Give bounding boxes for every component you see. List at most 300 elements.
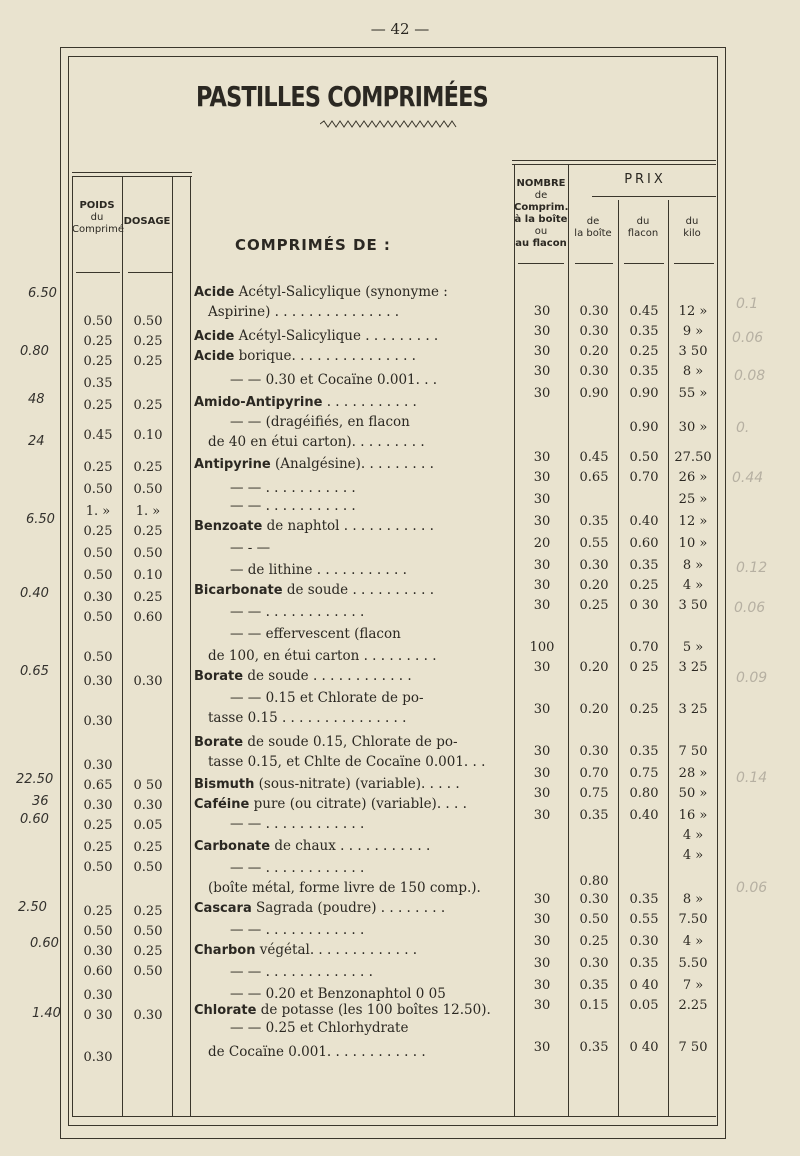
prix-boite-cell: 0.25 bbox=[579, 934, 609, 949]
dosage-cell: 0 50 bbox=[133, 778, 163, 793]
prix-kilo-cell: 10 » bbox=[678, 536, 708, 551]
poids-cell: 0.25 bbox=[83, 334, 113, 349]
nombre-cell: 30 bbox=[533, 912, 551, 927]
entry-row bbox=[194, 370, 550, 390]
entry-row bbox=[194, 346, 514, 367]
dosage-cell: 0.25 bbox=[133, 460, 163, 475]
poids-cell: 0.30 bbox=[83, 988, 113, 1003]
dosage-cell: 0.60 bbox=[133, 610, 163, 625]
entry-row bbox=[194, 560, 550, 580]
handwritten-note: 0.65 bbox=[20, 664, 49, 679]
nombre-cell: 30 bbox=[533, 598, 551, 613]
prix-kilo-cell: 26 » bbox=[678, 470, 708, 485]
prix-kilo-cell: 28 » bbox=[678, 766, 708, 781]
entry-row bbox=[194, 478, 550, 498]
handwritten-note: 24 bbox=[28, 434, 45, 449]
prix-kilo-cell: 3 25 bbox=[678, 702, 708, 717]
entry-text: — — . . . . . . . . . . . . bbox=[230, 860, 365, 876]
prix-flacon-cell: 0.90 bbox=[629, 420, 659, 435]
prix-boite-cell: 0.30 bbox=[579, 324, 609, 339]
prix-boite-cell: 0.20 bbox=[579, 660, 609, 675]
prix-flacon-cell: 0.25 bbox=[629, 344, 659, 359]
prix-boite-cell: 0.15 bbox=[579, 998, 609, 1013]
header-underline bbox=[624, 263, 664, 264]
entry-name: Borate bbox=[194, 669, 244, 684]
table-rule bbox=[512, 160, 716, 161]
prix-flacon-cell: 0.40 bbox=[629, 514, 659, 529]
prix-boite-cell: 0.90 bbox=[579, 386, 609, 401]
entry-text: Acétyl-Salicylique . . . . . . . . . bbox=[234, 328, 439, 344]
nombre-cell: 30 bbox=[533, 934, 551, 949]
prix-flacon-cell: 0.35 bbox=[629, 324, 659, 339]
prix-boite-cell: 0.35 bbox=[579, 808, 609, 823]
header-underline bbox=[128, 272, 172, 273]
poids-cell: 0.30 bbox=[83, 590, 113, 605]
nombre-cell: 30 bbox=[533, 558, 551, 573]
prix-kilo-cell: 9 » bbox=[682, 324, 704, 339]
poids-cell: 0.50 bbox=[83, 314, 113, 329]
entry-row bbox=[194, 602, 550, 622]
nombre-cell: 20 bbox=[533, 536, 551, 551]
header-dosage bbox=[122, 216, 172, 228]
column-rule bbox=[668, 200, 669, 1116]
page-number: — 42 — bbox=[370, 20, 430, 38]
prix-flacon-cell: 0.25 bbox=[629, 702, 659, 717]
header-poids bbox=[72, 200, 122, 236]
header-prix-flacon-2: flacon bbox=[627, 228, 659, 239]
entry-row bbox=[194, 454, 514, 475]
poids-cell: 0.45 bbox=[83, 428, 113, 443]
prix-flacon-cell: 0.60 bbox=[629, 536, 659, 551]
entry-text: végétal. . . . . . . . . . . . . bbox=[255, 942, 418, 958]
entry-row bbox=[194, 282, 514, 303]
prix-kilo-cell: 8 » bbox=[682, 558, 704, 573]
prix-kilo-cell: 2.25 bbox=[678, 998, 708, 1013]
nombre-cell: 30 bbox=[533, 786, 551, 801]
prix-kilo-cell: 3 50 bbox=[678, 598, 708, 613]
table-rule bbox=[512, 164, 716, 165]
nombre-cell: 30 bbox=[533, 304, 551, 319]
prix-flacon-cell: 0.70 bbox=[629, 640, 659, 655]
prix-kilo-cell: 4 » bbox=[682, 934, 704, 949]
dosage-cell: 0.25 bbox=[133, 334, 163, 349]
entry-text: de soude 0.15, Chlorate de po- bbox=[243, 734, 458, 750]
entry-row bbox=[194, 302, 528, 322]
entry-row bbox=[194, 858, 550, 878]
prix-boite-cell: 0.45 bbox=[579, 450, 609, 465]
poids-cell: 0.30 bbox=[83, 758, 113, 773]
prix-kilo-cell: 27.50 bbox=[674, 450, 712, 465]
header-nombre-flacon: au flacon bbox=[515, 238, 567, 249]
poids-cell: 0.25 bbox=[83, 398, 113, 413]
entry-name: Bismuth bbox=[194, 777, 255, 792]
prix-flacon-cell: 0 40 bbox=[629, 1040, 659, 1055]
pencil-mark: 0.06 bbox=[736, 880, 768, 896]
entry-text: de soude . . . . . . . . . . bbox=[282, 582, 434, 598]
entry-text: de 40 en étui carton). . . . . . . . . bbox=[208, 434, 425, 450]
dosage-cell: 0.10 bbox=[133, 428, 163, 443]
entry-text: (boîte métal, forme livre de 150 comp.). bbox=[208, 880, 481, 896]
header-nombre-boite: à la boîte bbox=[514, 214, 568, 225]
prix-boite-cell: 0.50 bbox=[579, 912, 609, 927]
entry-name: Amido-Antipyrine bbox=[194, 395, 323, 410]
entry-row bbox=[194, 814, 550, 834]
prix-flacon-cell: 0.35 bbox=[629, 744, 659, 759]
entry-row bbox=[194, 732, 514, 753]
poids-cell: 0.30 bbox=[83, 1050, 113, 1065]
nombre-cell: 30 bbox=[533, 892, 551, 907]
dosage-cell: 0.25 bbox=[133, 944, 163, 959]
poids-cell: 0.60 bbox=[83, 964, 113, 979]
poids-cell: 0.25 bbox=[83, 904, 113, 919]
prix-boite-cell: 0.75 bbox=[579, 786, 609, 801]
prix-kilo-cell: 12 » bbox=[678, 514, 708, 529]
prix-kilo-cell: 4 » bbox=[682, 848, 704, 863]
header-prix-boite-1: de bbox=[586, 216, 600, 227]
poids-cell: 0.25 bbox=[83, 524, 113, 539]
entry-text: pure (ou citrate) (variable). . . . bbox=[249, 796, 467, 812]
entry-text: tasse 0.15 . . . . . . . . . . . . . . . bbox=[208, 710, 407, 726]
entry-name: Bicarbonate bbox=[194, 583, 283, 598]
poids-cell: 0.65 bbox=[83, 778, 113, 793]
prix-boite-cell: 0.20 bbox=[579, 702, 609, 717]
pencil-mark: 0.08 bbox=[734, 368, 766, 384]
nombre-cell: 30 bbox=[533, 766, 551, 781]
prix-boite-cell: 0.30 bbox=[579, 956, 609, 971]
table-rule bbox=[72, 172, 192, 173]
poids-cell: 0.50 bbox=[83, 924, 113, 939]
entry-text: — de lithine . . . . . . . . . . . bbox=[230, 562, 407, 578]
entry-text: — — . . . . . . . . . . . . bbox=[230, 816, 365, 832]
entry-text: de potasse (les 100 boîtes 12.50). bbox=[256, 1002, 491, 1018]
prix-flacon-cell: 0.35 bbox=[629, 892, 659, 907]
prix-kilo-cell: 12 » bbox=[678, 304, 708, 319]
entry-text: — — (dragéifiés, en flacon bbox=[230, 414, 410, 430]
entry-row bbox=[194, 920, 550, 940]
dosage-cell: 0.50 bbox=[133, 482, 163, 497]
entry-row bbox=[194, 836, 514, 857]
entry-row bbox=[194, 580, 514, 601]
entry-text: de 100, en étui carton . . . . . . . . . bbox=[208, 648, 437, 664]
dosage-cell: 0.25 bbox=[133, 398, 163, 413]
prix-boite-cell: 0.20 bbox=[579, 578, 609, 593]
entry-row bbox=[194, 1042, 528, 1062]
entry-name: Antipyrine bbox=[194, 457, 271, 472]
prix-flacon-cell: 0.75 bbox=[629, 766, 659, 781]
pencil-mark: 0.1 bbox=[736, 296, 759, 312]
column-rule bbox=[190, 176, 191, 1116]
pencil-mark: 0.12 bbox=[736, 560, 768, 576]
prix-boite-cell: 0.80 bbox=[579, 874, 609, 889]
column-rule bbox=[618, 200, 619, 1116]
header-nombre-comprim: Comprim. bbox=[514, 202, 569, 213]
poids-cell: 0.30 bbox=[83, 674, 113, 689]
prix-kilo-cell: 7 50 bbox=[678, 1040, 708, 1055]
entry-text: (Analgésine). . . . . . . . . bbox=[270, 456, 434, 472]
prix-flacon-cell: 0.90 bbox=[629, 386, 659, 401]
entry-name: Acide bbox=[194, 329, 235, 344]
prix-rule bbox=[592, 196, 716, 197]
table-rule bbox=[72, 176, 192, 177]
header-prix-kilo-2: kilo bbox=[683, 228, 701, 239]
prix-flacon-cell: 0.30 bbox=[629, 934, 659, 949]
prix-flacon-cell: 0.35 bbox=[629, 558, 659, 573]
nombre-cell: 30 bbox=[533, 470, 551, 485]
nombre-cell: 30 bbox=[533, 450, 551, 465]
handwritten-note: 6.50 bbox=[26, 512, 55, 527]
prix-flacon-cell: 0.25 bbox=[629, 578, 659, 593]
prix-boite-cell: 0.20 bbox=[579, 344, 609, 359]
header-poids-du: du bbox=[90, 212, 104, 223]
table-bottom-rule bbox=[72, 1116, 716, 1117]
pencil-mark: 0. bbox=[736, 420, 750, 436]
entry-row bbox=[194, 708, 528, 728]
entry-text: Aspirine) . . . . . . . . . . . . . . . bbox=[208, 304, 400, 320]
prix-flacon-cell: 0.35 bbox=[629, 364, 659, 379]
entry-row bbox=[194, 516, 514, 537]
poids-cell: 0 30 bbox=[83, 1008, 113, 1023]
dosage-cell: 0.25 bbox=[133, 904, 163, 919]
prix-kilo-cell: 3 25 bbox=[678, 660, 708, 675]
entry-text: de naphtol . . . . . . . . . . . bbox=[262, 518, 434, 534]
nombre-cell: 30 bbox=[533, 514, 551, 529]
prix-boite-cell: 0.65 bbox=[579, 470, 609, 485]
column-rule bbox=[568, 164, 569, 1116]
dosage-cell: 1. » bbox=[135, 504, 161, 519]
pencil-mark: 0.14 bbox=[736, 770, 768, 786]
entry-name: Chlorate bbox=[194, 1003, 257, 1018]
entry-text: — - — bbox=[230, 540, 271, 556]
prix-boite-cell: 0.25 bbox=[579, 598, 609, 613]
handwritten-note: 0.60 bbox=[30, 936, 59, 951]
entry-name: Cascara bbox=[194, 901, 252, 916]
prix-flacon-cell: 0.70 bbox=[629, 470, 659, 485]
entry-name: Charbon bbox=[194, 943, 256, 958]
dosage-cell: 0.10 bbox=[133, 568, 163, 583]
prix-flacon-cell: 0 30 bbox=[629, 598, 659, 613]
entry-row bbox=[194, 646, 528, 666]
prix-kilo-cell: 7.50 bbox=[678, 912, 708, 927]
header-nombre-label: NOMBRE bbox=[516, 178, 566, 189]
prix-flacon-cell: 0 25 bbox=[629, 660, 659, 675]
handwritten-note: 0.60 bbox=[20, 812, 49, 827]
entry-text: de chaux . . . . . . . . . . . bbox=[270, 838, 431, 854]
poids-cell: 0.50 bbox=[83, 860, 113, 875]
entry-row bbox=[194, 962, 550, 982]
pencil-mark: 0.44 bbox=[732, 470, 764, 486]
header-poids-label: POIDS bbox=[79, 200, 115, 211]
nombre-cell: 30 bbox=[533, 324, 551, 339]
entry-text: — — 0.15 et Chlorate de po- bbox=[230, 690, 424, 706]
entry-text: (sous-nitrate) (variable). . . . . bbox=[254, 776, 460, 792]
prix-boite-cell: 0.35 bbox=[579, 978, 609, 993]
poids-cell: 0.50 bbox=[83, 482, 113, 497]
prix-flacon-cell: 0.55 bbox=[629, 912, 659, 927]
prix-boite-cell: 0.30 bbox=[579, 364, 609, 379]
poids-cell: 0.50 bbox=[83, 610, 113, 625]
entry-row bbox=[194, 496, 550, 516]
nombre-cell: 100 bbox=[529, 640, 555, 655]
entry-row bbox=[194, 326, 514, 347]
header-prix-kilo-1: du bbox=[685, 216, 699, 227]
dosage-cell: 0.50 bbox=[133, 924, 163, 939]
nombre-cell: 30 bbox=[533, 998, 551, 1013]
entry-name: Carbonate bbox=[194, 839, 271, 854]
entry-row bbox=[194, 940, 514, 961]
header-underline bbox=[518, 263, 564, 264]
header-prix: PRIX bbox=[624, 172, 666, 187]
prix-boite-cell: 0.35 bbox=[579, 1040, 609, 1055]
handwritten-note: 36 bbox=[32, 794, 49, 809]
prix-kilo-cell: 25 » bbox=[678, 492, 708, 507]
handwritten-note: 48 bbox=[28, 392, 45, 407]
entry-row bbox=[194, 1018, 550, 1038]
handwritten-note: 2.50 bbox=[18, 900, 47, 915]
dosage-cell: 0.30 bbox=[133, 1008, 163, 1023]
nombre-cell: 30 bbox=[533, 1040, 551, 1055]
pencil-mark: 0.09 bbox=[736, 670, 768, 686]
pencil-mark: 0.06 bbox=[734, 600, 766, 616]
entry-text: Acétyl-Salicylique (synonyme : bbox=[234, 284, 448, 300]
entry-text: tasse 0.15, et Chlte de Cocaïne 0.001. . . bbox=[208, 754, 486, 770]
entry-row bbox=[194, 774, 514, 795]
pencil-mark: 0.06 bbox=[732, 330, 764, 346]
handwritten-note: 1.40 bbox=[32, 1006, 61, 1021]
dosage-cell: 0.50 bbox=[133, 546, 163, 561]
handwritten-note: 6.50 bbox=[28, 286, 57, 301]
entry-name: Acide bbox=[194, 349, 235, 364]
header-nombre-de: de bbox=[534, 190, 548, 201]
poids-cell: 0.25 bbox=[83, 460, 113, 475]
prix-kilo-cell: 4 » bbox=[682, 578, 704, 593]
poids-cell: 0.25 bbox=[83, 354, 113, 369]
column-rule bbox=[172, 176, 173, 1116]
header-prix-boite-2: la boîte bbox=[574, 228, 612, 239]
prix-flacon-cell: 0 40 bbox=[629, 978, 659, 993]
header-underline bbox=[575, 263, 613, 264]
prix-kilo-cell: 5 » bbox=[682, 640, 704, 655]
prix-boite-cell: 0.30 bbox=[579, 892, 609, 907]
entry-text: Sagrada (poudre) . . . . . . . . bbox=[251, 900, 446, 916]
poids-cell: 0.50 bbox=[83, 546, 113, 561]
header-dosage-label: DOSAGE bbox=[123, 216, 171, 227]
poids-cell: 0.35 bbox=[83, 376, 113, 391]
dosage-cell: 0.30 bbox=[133, 798, 163, 813]
nombre-cell: 30 bbox=[533, 702, 551, 717]
nombre-cell: 30 bbox=[533, 578, 551, 593]
header-comprimes: COMPRIMÉS DE : bbox=[235, 236, 391, 254]
dosage-cell: 0.50 bbox=[133, 964, 163, 979]
header-prix-flacon bbox=[618, 216, 668, 240]
prix-flacon-cell: 0.80 bbox=[629, 786, 659, 801]
nombre-cell: 30 bbox=[533, 660, 551, 675]
entry-text: — — . . . . . . . . . . . bbox=[230, 498, 356, 514]
prix-boite-cell: 0.30 bbox=[579, 558, 609, 573]
prix-flacon-cell: 0.40 bbox=[629, 808, 659, 823]
poids-cell: 0.30 bbox=[83, 714, 113, 729]
dosage-cell: 0.25 bbox=[133, 840, 163, 855]
column-rule bbox=[72, 176, 73, 1116]
nombre-cell: 30 bbox=[533, 364, 551, 379]
dosage-cell: 0.25 bbox=[133, 590, 163, 605]
prix-kilo-cell: 3 50 bbox=[678, 344, 708, 359]
handwritten-note: 0.40 bbox=[20, 586, 49, 601]
prix-kilo-cell: 7 50 bbox=[678, 744, 708, 759]
handwritten-note: 22.50 bbox=[16, 772, 54, 787]
nombre-cell: 30 bbox=[533, 978, 551, 993]
entry-name: Benzoate bbox=[194, 519, 263, 534]
handwritten-note: 0.80 bbox=[20, 344, 49, 359]
entry-text: — — . . . . . . . . . . . . . bbox=[230, 964, 373, 980]
entry-name: Caféine bbox=[194, 797, 250, 812]
nombre-cell: 30 bbox=[533, 492, 551, 507]
column-rule bbox=[122, 176, 123, 1116]
prix-kilo-cell: 16 » bbox=[678, 808, 708, 823]
entry-name: Borate bbox=[194, 735, 244, 750]
title-ornament bbox=[320, 119, 460, 129]
prix-kilo-cell: 55 » bbox=[678, 386, 708, 401]
prix-flacon-cell: 0.50 bbox=[629, 450, 659, 465]
poids-cell: 0.25 bbox=[83, 818, 113, 833]
entry-row bbox=[194, 412, 550, 432]
entry-text: borique. . . . . . . . . . . . . . . bbox=[234, 348, 416, 364]
prix-boite-cell: 0.30 bbox=[579, 744, 609, 759]
entry-text: — — . . . . . . . . . . . . bbox=[230, 604, 365, 620]
prix-boite-cell: 0.55 bbox=[579, 536, 609, 551]
entry-text: — — effervescent (flacon bbox=[230, 626, 401, 642]
prix-flacon-cell: 0.35 bbox=[629, 956, 659, 971]
entry-row bbox=[194, 752, 528, 772]
dosage-cell: 0.25 bbox=[133, 354, 163, 369]
nombre-cell: 30 bbox=[533, 956, 551, 971]
entry-row bbox=[194, 392, 514, 413]
header-nombre-ou: ou bbox=[534, 226, 548, 237]
entry-text: . . . . . . . . . . . bbox=[322, 394, 417, 410]
entry-row bbox=[194, 624, 550, 644]
poids-cell: 0.25 bbox=[83, 840, 113, 855]
header-underline bbox=[76, 272, 120, 273]
header-prix-kilo bbox=[668, 216, 716, 240]
nombre-cell: 30 bbox=[533, 744, 551, 759]
prix-kilo-cell: 4 » bbox=[682, 828, 704, 843]
prix-kilo-cell: 7 » bbox=[682, 978, 704, 993]
header-poids-comprime: Comprimé bbox=[72, 224, 124, 235]
dosage-cell: 0.50 bbox=[133, 314, 163, 329]
prix-kilo-cell: 30 » bbox=[678, 420, 708, 435]
page-title: PASTILLES COMPRIMÉES bbox=[195, 80, 489, 113]
entry-row bbox=[194, 432, 528, 452]
entry-row bbox=[194, 688, 550, 708]
prix-kilo-cell: 50 » bbox=[678, 786, 708, 801]
poids-cell: 0.50 bbox=[83, 568, 113, 583]
entry-text: — — 0.30 et Cocaïne 0.001. . . bbox=[230, 372, 438, 388]
nombre-cell: 30 bbox=[533, 808, 551, 823]
entry-text: de soude . . . . . . . . . . . . bbox=[243, 668, 412, 684]
entry-row bbox=[194, 666, 514, 687]
poids-cell: 0.30 bbox=[83, 944, 113, 959]
dosage-cell: 0.05 bbox=[133, 818, 163, 833]
entry-text: — — . . . . . . . . . . . . bbox=[230, 922, 365, 938]
dosage-cell: 0.30 bbox=[133, 674, 163, 689]
dosage-cell: 0.50 bbox=[133, 860, 163, 875]
entry-text: — — 0.25 et Chlorhydrate bbox=[230, 1020, 409, 1036]
dosage-cell: 0.25 bbox=[133, 524, 163, 539]
prix-boite-cell: 0.35 bbox=[579, 514, 609, 529]
header-prix-flacon-1: du bbox=[636, 216, 650, 227]
prix-flacon-cell: 0.45 bbox=[629, 304, 659, 319]
entry-text: de Cocaïne 0.001. . . . . . . . . . . . bbox=[208, 1044, 426, 1060]
nombre-cell: 30 bbox=[533, 386, 551, 401]
